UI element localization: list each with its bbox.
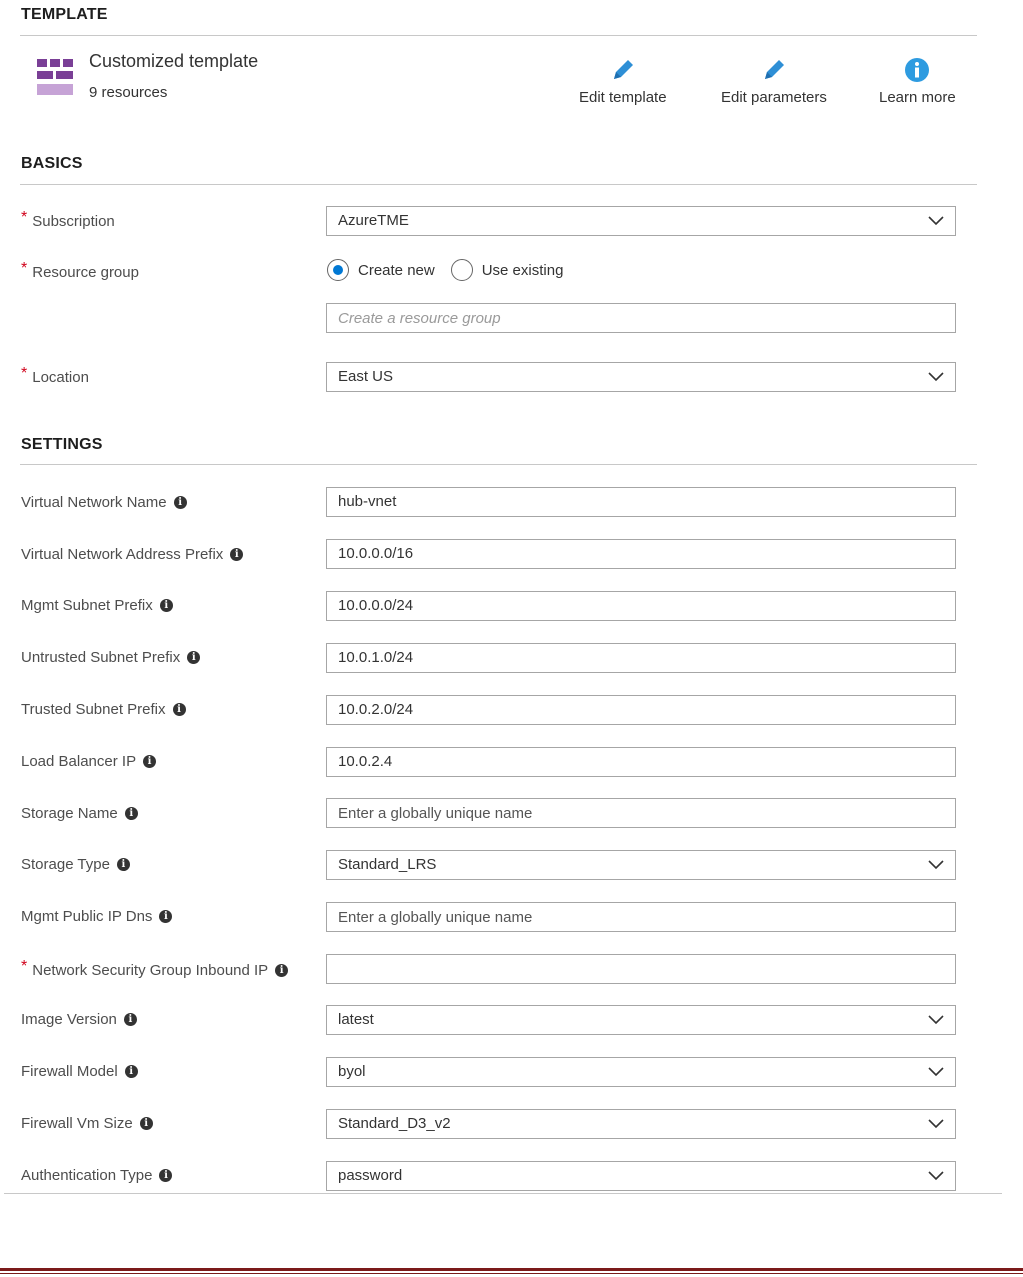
resource-group-label: * Resource group <box>21 260 139 281</box>
required-icon: * <box>21 958 28 975</box>
chevron-down-icon <box>928 216 944 226</box>
create-new-radio[interactable]: Create new <box>327 259 435 281</box>
chevron-down-icon <box>928 1015 944 1025</box>
template-section-title: TEMPLATE <box>21 6 108 23</box>
info-icon[interactable]: i <box>160 599 173 612</box>
learn-more-label: Learn more <box>879 89 956 106</box>
pencil-icon <box>759 55 789 85</box>
storage-name-input[interactable] <box>326 798 956 828</box>
resource-group-radio-group <box>327 259 579 281</box>
template-name: Customized template <box>89 51 259 71</box>
settings-section-title: SETTINGS <box>21 436 103 453</box>
virtual-network-name-label: Virtual Network Name i <box>21 494 187 511</box>
info-icon[interactable]: i <box>125 807 138 820</box>
image-version-label: Image Version i <box>21 1011 137 1028</box>
untrusted-subnet-prefix-input[interactable]: 10.0.1.0/24 <box>326 643 956 673</box>
chevron-down-icon <box>928 1119 944 1129</box>
load-balancer-ip-label: Load Balancer IP i <box>21 753 156 770</box>
required-icon: * <box>21 365 28 382</box>
edit-template-button[interactable] <box>579 55 667 106</box>
bottom-divider <box>4 1193 1002 1194</box>
use-existing-radio[interactable]: Use existing <box>451 259 564 281</box>
subscription-label: * Subscription <box>21 209 115 230</box>
info-icon[interactable]: i <box>124 1013 137 1026</box>
info-icon[interactable]: i <box>159 910 172 923</box>
required-icon: * <box>21 209 28 226</box>
info-icon[interactable]: i <box>117 858 130 871</box>
firewall-model-dropdown[interactable]: byol <box>326 1057 956 1087</box>
info-icon[interactable]: i <box>125 1065 138 1078</box>
chevron-down-icon <box>928 372 944 382</box>
authentication-type-dropdown[interactable]: password <box>326 1161 956 1191</box>
mgmt-public-ip-dns-label: Mgmt Public IP Dns i <box>21 908 172 925</box>
storage-type-dropdown[interactable]: Standard_LRS <box>326 850 956 880</box>
authentication-type-label: Authentication Type i <box>21 1167 172 1184</box>
info-icon[interactable]: i <box>174 496 187 509</box>
pencil-icon <box>608 55 638 85</box>
footer-rule-thin <box>0 1273 1023 1274</box>
divider <box>20 184 977 185</box>
mgmt-subnet-prefix-label: Mgmt Subnet Prefix i <box>21 597 173 614</box>
required-icon: * <box>21 260 28 277</box>
info-icon[interactable]: i <box>275 964 288 977</box>
firewall-vm-size-label: Firewall Vm Size i <box>21 1115 153 1132</box>
vnet-address-prefix-label: Virtual Network Address Prefix i <box>21 546 243 563</box>
subscription-dropdown[interactable]: AzureTME <box>326 206 956 236</box>
info-icon[interactable]: i <box>173 703 186 716</box>
untrusted-subnet-prefix-label: Untrusted Subnet Prefix i <box>21 649 200 666</box>
radio-selected-icon <box>327 259 349 281</box>
trusted-subnet-prefix-label: Trusted Subnet Prefix i <box>21 701 186 718</box>
chevron-down-icon <box>928 860 944 870</box>
location-label: * Location <box>21 365 89 386</box>
info-icon[interactable]: i <box>230 548 243 561</box>
template-icon <box>37 59 73 97</box>
virtual-network-name-input[interactable]: hub-vnet <box>326 487 956 517</box>
footer-rule <box>0 1268 1023 1271</box>
nsg-inbound-ip-label: * Network Security Group Inbound IP i <box>21 961 288 979</box>
nsg-inbound-ip-input[interactable] <box>326 954 956 984</box>
basics-section-title: BASICS <box>21 155 83 172</box>
firewall-vm-size-dropdown[interactable]: Standard_D3_v2 <box>326 1109 956 1139</box>
location-dropdown[interactable]: East US <box>326 362 956 392</box>
chevron-down-icon <box>928 1171 944 1181</box>
info-icon[interactable]: i <box>159 1169 172 1182</box>
info-icon[interactable]: i <box>143 755 156 768</box>
chevron-down-icon <box>928 1067 944 1077</box>
edit-parameters-button[interactable] <box>721 55 827 106</box>
firewall-model-label: Firewall Model i <box>21 1063 138 1080</box>
info-icon[interactable]: i <box>140 1117 153 1130</box>
divider <box>20 464 977 465</box>
resource-group-input[interactable] <box>326 303 956 333</box>
mgmt-public-ip-dns-input[interactable] <box>326 902 956 932</box>
learn-more-button[interactable] <box>879 55 956 106</box>
storage-type-label: Storage Type i <box>21 856 130 873</box>
trusted-subnet-prefix-input[interactable]: 10.0.2.0/24 <box>326 695 956 725</box>
radio-unselected-icon <box>451 259 473 281</box>
info-icon <box>902 55 932 85</box>
edit-template-label: Edit template <box>579 89 667 106</box>
template-resource-count: 9 resources <box>89 84 168 101</box>
vnet-address-prefix-input[interactable]: 10.0.0.0/16 <box>326 539 956 569</box>
image-version-dropdown[interactable]: latest <box>326 1005 956 1035</box>
load-balancer-ip-input[interactable]: 10.0.2.4 <box>326 747 956 777</box>
edit-parameters-label: Edit parameters <box>721 89 827 106</box>
storage-name-label: Storage Name i <box>21 805 138 822</box>
divider <box>20 35 977 36</box>
mgmt-subnet-prefix-input[interactable]: 10.0.0.0/24 <box>326 591 956 621</box>
info-icon[interactable]: i <box>187 651 200 664</box>
